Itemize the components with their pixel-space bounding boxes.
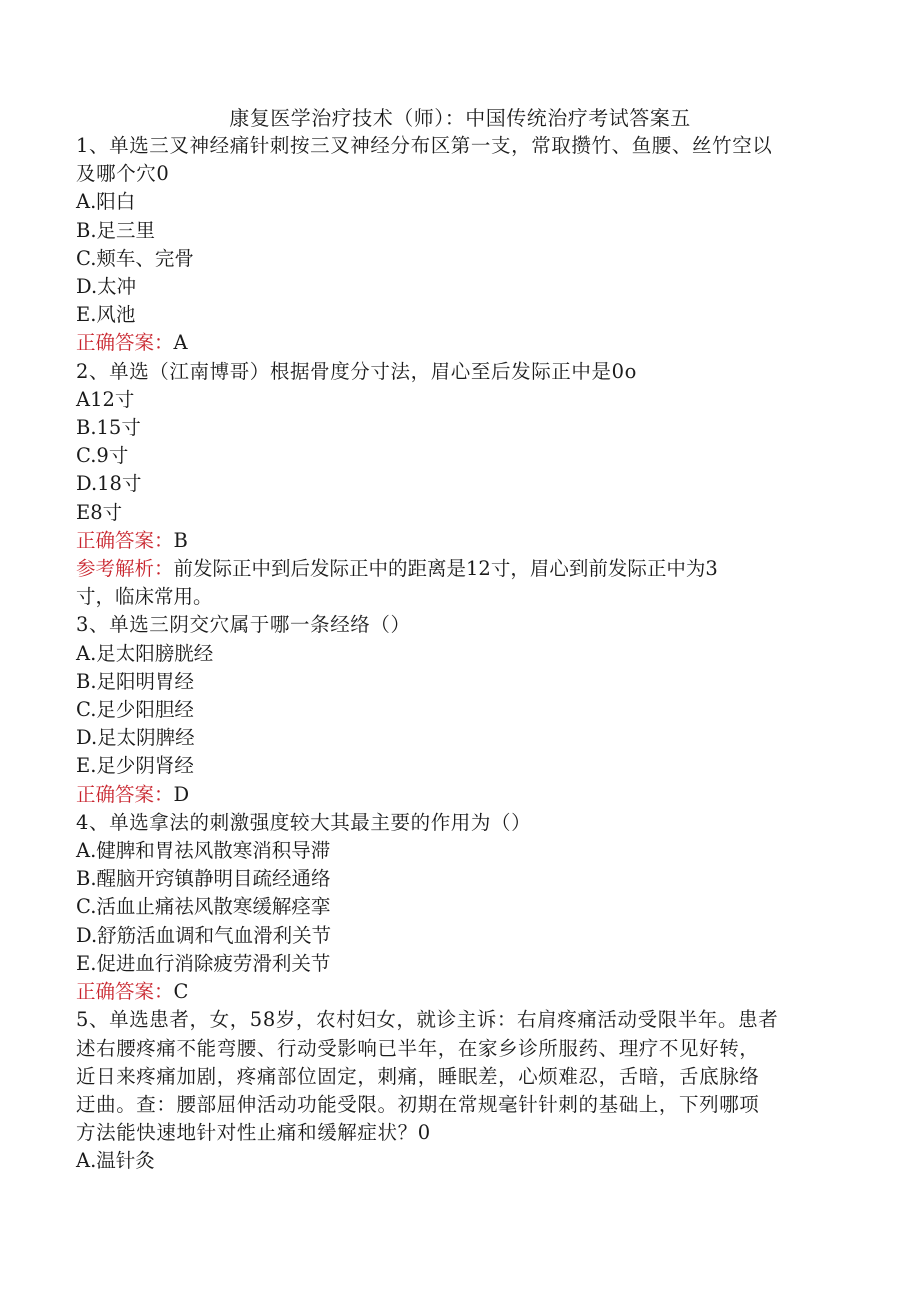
question-3 (76, 611, 836, 808)
answer-value: B (173, 528, 188, 552)
option-d: D.太冲 (76, 275, 137, 299)
analysis-text: 前发际正中到后发际正中的距离是12寸，眉心到前发际正中为3 (173, 557, 718, 581)
option-d: D.舒筋活血调和气血滑利关节 (76, 923, 332, 947)
option-b: B.足阳明胃经 (76, 669, 195, 693)
analysis-continued: 寸，临床常用。 (76, 585, 213, 609)
question-stem: 方法能快速地针对性止痛和缓解症状？0 (76, 1121, 431, 1145)
answer-label: 正确答案： (76, 331, 174, 355)
answer-label: 正确答案： (76, 528, 174, 552)
correct-answer (76, 781, 836, 809)
question-stem: 近日来疼痛加剧，疼痛部位固定，刺痛，睡眠差，心烦难忍，舌暗，舌底脉络 (76, 1064, 760, 1088)
correct-answer (76, 978, 836, 1006)
option-e: E8寸 (76, 500, 123, 524)
option-d: D.足太阴脾经 (76, 726, 195, 750)
option-b: B.15寸 (76, 416, 141, 440)
analysis-label: 参考解析： (76, 557, 174, 581)
question-stem: 述右腰疼痛不能弯腰、行动受影响已半年，在家乡诊所服药、理疗不见好转， (76, 1036, 760, 1060)
option-a: A12寸 (76, 387, 135, 411)
question-stem: 3、单选三阴交穴属于哪一条经络（） (76, 613, 411, 637)
option-a: A.健脾和胃祛风散寒消积导滞 (76, 839, 331, 863)
option-e: E.促进血行消除疲劳滑利关节 (76, 951, 331, 975)
question-stem: 2、单选（江南博哥）根据骨度分寸法，眉心至后发际正中是0o (76, 359, 637, 383)
document-page (76, 104, 836, 1176)
question-2 (76, 358, 836, 612)
option-e: E.风池 (76, 303, 136, 327)
answer-label: 正确答案： (76, 782, 174, 806)
option-c: C.颊车、完骨 (76, 246, 194, 270)
option-a: A.温针灸 (76, 1149, 155, 1173)
question-stem: 1、单选三叉神经痛针刺按三叉神经分布区第一支，常取攒竹、鱼腰、丝竹空以 (76, 134, 773, 157)
question-stem: 及哪个穴0 (76, 162, 170, 186)
option-e: E.足少阴肾经 (76, 754, 194, 778)
answer-value: D (173, 782, 190, 806)
document-title: 康复医学治疗技术（师）：中国传统治疗考试答案五 (229, 106, 691, 130)
option-c: C.足少阳胆经 (76, 698, 194, 722)
option-b: B.醒脑开窍镇静明目疏经通络 (76, 867, 331, 891)
question-stem: 4、单选拿法的刺激强度较大其最主要的作用为（） (76, 810, 532, 834)
option-c: C.活血止痛祛风散寒缓解痉挛 (76, 895, 331, 919)
option-c: C.9寸 (76, 444, 129, 468)
answer-value: A (173, 331, 188, 355)
option-a: A.阳白 (76, 190, 136, 214)
option-b: B.足三里 (76, 218, 156, 242)
option-a: A.足太阳膀胱经 (76, 641, 214, 665)
analysis (76, 555, 836, 583)
question-1 (76, 132, 836, 358)
question-4 (76, 809, 836, 1006)
question-stem: 迂曲。查：腰部屈伸活动功能受限。初期在常规毫针针刺的基础上，下列哪项 (76, 1092, 760, 1116)
correct-answer (76, 329, 836, 357)
correct-answer (76, 527, 836, 555)
answer-label: 正确答案： (76, 980, 174, 1004)
question-stem: 5、单选患者，女，58岁，农村妇女，就诊主诉：右肩疼痛活动受限半年。患者 (76, 1008, 779, 1032)
answer-value: C (173, 980, 189, 1004)
question-5 (76, 1006, 836, 1175)
option-d: D.18寸 (76, 472, 142, 496)
